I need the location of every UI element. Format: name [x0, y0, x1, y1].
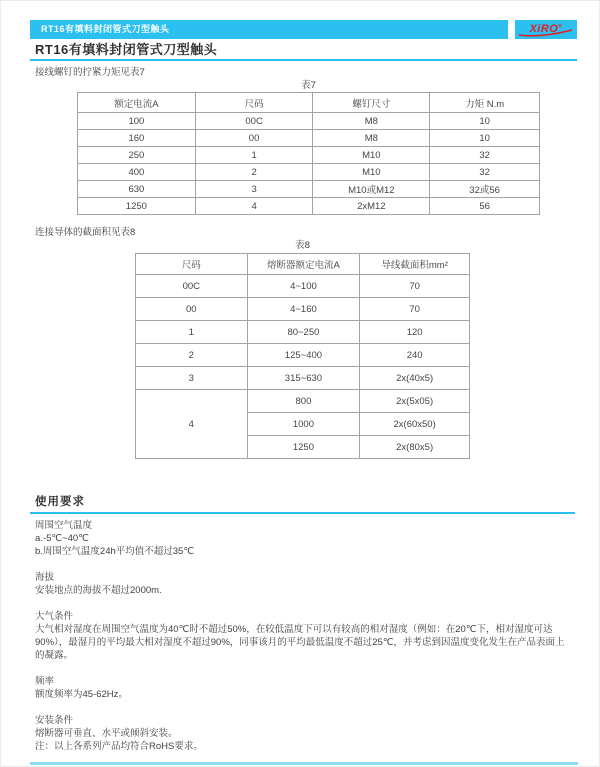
section-heading: 海拔 [35, 572, 55, 583]
table-cell: 630 [78, 181, 196, 198]
section-heading: 大气条件 [35, 611, 74, 622]
table-cell: 250 [78, 147, 196, 164]
header-banner-title: RT16有填料封闭管式刀型触头 [41, 24, 170, 34]
table-row [136, 390, 470, 413]
table-cell: 00C [136, 275, 248, 298]
table-cell: 4 [195, 198, 313, 215]
table-row [78, 113, 540, 130]
table-cell: 125~400 [247, 344, 360, 367]
table-cell: 00 [195, 130, 313, 147]
table-cell: 800 [247, 390, 360, 413]
table-header-cell: 导线截面积mm² [360, 254, 470, 275]
conductor-section-table [135, 253, 470, 459]
table-cell: 10 [430, 113, 540, 130]
table-row [136, 367, 470, 390]
table-cell: 2 [136, 344, 248, 367]
table-row [136, 321, 470, 344]
table-cell: 4~160 [247, 298, 360, 321]
table-cell: 32 [430, 147, 540, 164]
usage-section [35, 610, 572, 662]
table-cell: 2x(80x5) [360, 436, 470, 459]
section-line: 大气相对湿度在周围空气温度为40℃时不超过50%，在较低温度下可以有较高的相对湿度（例如：在20℃下，相对湿度可达90%），最湿月的平均最大相对湿度不超过90%，同事该月的平均最低温度不超过25℃，并考虑到因温度变化发生在产品表面上的凝露。 [35, 624, 565, 661]
table-cell: 2 [195, 164, 313, 181]
title-divider [30, 59, 577, 61]
table-header-cell: 力矩 N.m [430, 93, 540, 113]
table-cell: 120 [360, 321, 470, 344]
table-cell: 70 [360, 275, 470, 298]
usage-section [35, 519, 572, 558]
table-cell: 1 [136, 321, 248, 344]
table-row [78, 164, 540, 181]
section-line: 安装地点的海拔不超过2000m. [35, 585, 162, 596]
registered-mark: ® [558, 23, 563, 30]
table-cell: 2x(60x50) [360, 413, 470, 436]
table7-caption: 表7 [301, 80, 316, 91]
header-banner [30, 20, 508, 39]
table-cell: 4 [136, 390, 248, 459]
usage-divider [30, 512, 575, 514]
table-header-row [136, 254, 470, 275]
footer-rule [30, 762, 578, 765]
table-cell: 100 [78, 113, 196, 130]
table-header-cell: 螺钉尺寸 [313, 93, 430, 113]
table-cell: 2x(5x05) [360, 390, 470, 413]
section-line: a.-5℃~40℃ [35, 533, 89, 544]
table-header-cell: 尺码 [195, 93, 313, 113]
table-cell: 1 [195, 147, 313, 164]
table-cell: M8 [313, 130, 430, 147]
table-cell: M10 [313, 164, 430, 181]
table-header-row [78, 93, 540, 113]
table-cell: 2x(40x5) [360, 367, 470, 390]
table-cell: 56 [430, 198, 540, 215]
section-line: 熔断器可垂直、水平或倾斜安装。 [35, 728, 178, 739]
usage-section [35, 675, 572, 701]
table-cell: 1250 [247, 436, 360, 459]
section-line: 注：以上各系列产品均符合RoHS要求。 [35, 741, 203, 752]
table-cell: 00 [136, 298, 248, 321]
table8-intro: 连接导体的截面积见表8 [35, 227, 136, 238]
torque-table [77, 92, 540, 215]
usage-sections [35, 519, 572, 753]
table-header-cell: 尺码 [136, 254, 248, 275]
table-header-cell: 熔断器额定电流A [247, 254, 360, 275]
usage-section [35, 571, 572, 597]
section-heading: 安装条件 [35, 715, 74, 726]
section-heading: 周围空气温度 [35, 520, 93, 531]
table-row [78, 181, 540, 198]
table-cell: M10或M12 [313, 181, 430, 198]
table-row [136, 275, 470, 298]
table-cell: 315~630 [247, 367, 360, 390]
usage-section [35, 714, 572, 753]
table-cell: 32 [430, 164, 540, 181]
table-cell: 70 [360, 298, 470, 321]
table-cell: 10 [430, 130, 540, 147]
section-heading: 频率 [35, 676, 55, 687]
table-cell: 4~100 [247, 275, 360, 298]
table-cell: 2xM12 [313, 198, 430, 215]
table-cell: 160 [78, 130, 196, 147]
table-cell: 1000 [247, 413, 360, 436]
section-line: 额度频率为45-62Hz。 [35, 689, 128, 700]
table-cell: 32或56 [430, 181, 540, 198]
brand-logo [515, 20, 577, 39]
table-row [136, 298, 470, 321]
usage-requirements-heading: 使用要求 [35, 496, 85, 508]
logo-text: XiRO® [529, 23, 563, 35]
table-cell: 3 [195, 181, 313, 198]
section-line: b.周围空气温度24h平均值不超过35℃ [35, 546, 195, 557]
table-row [136, 344, 470, 367]
table-cell: 1250 [78, 198, 196, 215]
table-row [78, 130, 540, 147]
table-cell: 3 [136, 367, 248, 390]
table8-caption: 表8 [295, 240, 310, 251]
table-cell: M10 [313, 147, 430, 164]
page-title: RT16有填料封闭管式刀型触头 [35, 42, 218, 57]
page-header [30, 20, 577, 39]
table-cell: 240 [360, 344, 470, 367]
table-header-cell: 额定电流A [78, 93, 196, 113]
table-cell: 400 [78, 164, 196, 181]
table-cell: 80~250 [247, 321, 360, 344]
table-cell: M8 [313, 113, 430, 130]
table7-intro: 接线螺钉的拧紧力矩见表7 [35, 67, 145, 78]
table-row [78, 198, 540, 215]
table-cell: 00C [195, 113, 313, 130]
table-row [78, 147, 540, 164]
